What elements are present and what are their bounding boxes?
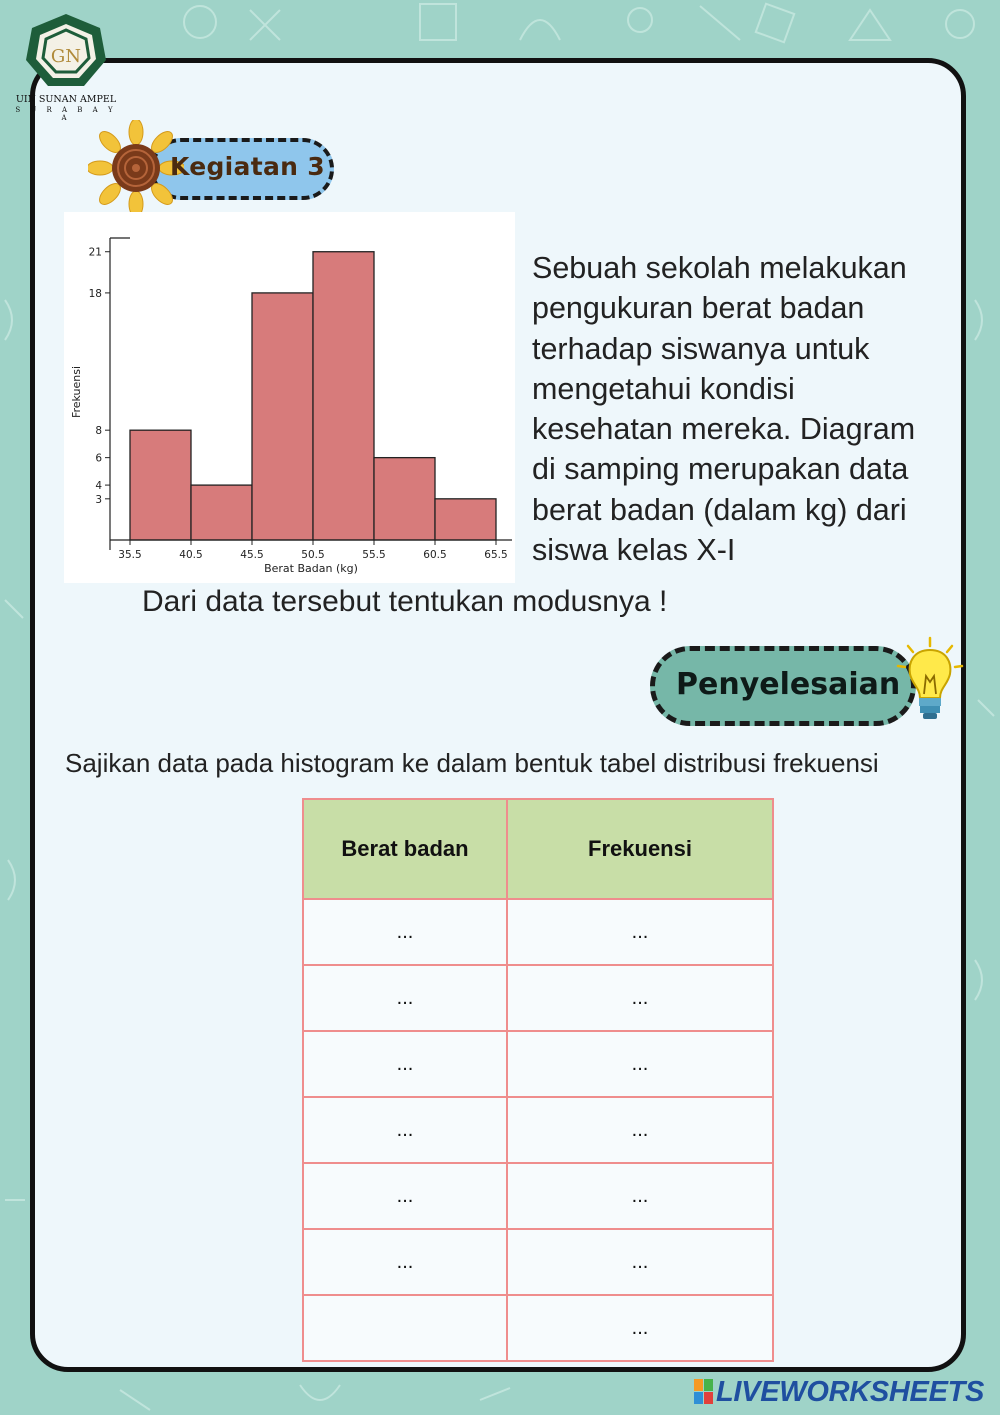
frequency-distribution-table: [302, 798, 774, 1362]
question-text: Dari data tersebut tentukan modusnya !: [142, 585, 668, 618]
y-tick-label: 4: [95, 480, 102, 493]
brand-blocks-icon: [694, 1379, 714, 1405]
activity-title: Kegiatan 3: [170, 152, 325, 181]
header-frequency: Frekuensi: [507, 799, 773, 899]
frequency-cell[interactable]: ...: [507, 1163, 773, 1229]
frequency-cell[interactable]: ...: [507, 899, 773, 965]
weight-cell[interactable]: ...: [303, 1163, 507, 1229]
x-tick-label: 50.5: [301, 549, 325, 561]
university-logo: [14, 10, 118, 122]
weight-cell[interactable]: [303, 1295, 507, 1361]
y-tick-label: 21: [88, 246, 102, 259]
frequency-cell[interactable]: ...: [507, 1097, 773, 1163]
logo-emblem-icon: [14, 10, 118, 94]
x-tick-label: 35.5: [118, 549, 142, 561]
histogram-bar: [130, 430, 191, 540]
histogram-chart: [64, 212, 515, 583]
y-tick-label: 18: [88, 287, 102, 300]
x-tick-label: 65.5: [484, 549, 508, 561]
frequency-cell[interactable]: ...: [507, 965, 773, 1031]
weight-cell[interactable]: ...: [303, 1097, 507, 1163]
weight-cell[interactable]: ...: [303, 965, 507, 1031]
x-axis-label: Berat Badan (kg): [264, 562, 358, 575]
problem-description: [532, 248, 972, 570]
histogram-bar: [252, 293, 313, 540]
y-axis-label: Frekuensi: [70, 365, 83, 419]
header-weight: Berat badan: [303, 799, 507, 899]
description-line: Sebuah sekolah melakukan: [532, 251, 907, 285]
weight-cell[interactable]: ...: [303, 899, 507, 965]
description-line: kesehatan mereka. Diagram: [532, 412, 916, 447]
table-row: [303, 1295, 773, 1361]
y-tick-label: 3: [95, 493, 102, 506]
weight-cell[interactable]: ...: [303, 1031, 507, 1097]
table-row: [303, 899, 773, 965]
table-row: [303, 1229, 773, 1295]
x-tick-label: 60.5: [423, 549, 447, 561]
description-line: berat badan (dalam kg) dari: [532, 492, 907, 527]
histogram-svg: [64, 212, 515, 583]
logo-text-line1: UIN SUNAN AMPEL: [15, 94, 117, 105]
y-tick-label: 8: [95, 425, 102, 438]
histogram-bar: [374, 458, 435, 540]
solution-title: Penyelesaian: [676, 667, 901, 702]
frequency-cell[interactable]: ...: [507, 1295, 773, 1361]
description-line: di samping merupakan data: [532, 452, 909, 487]
x-tick-label: 55.5: [362, 549, 386, 561]
table-row: [303, 1097, 773, 1163]
brand-text: LIVEWORKSHEETS: [716, 1376, 985, 1408]
description-line: pengukuran berat badan: [532, 291, 865, 326]
description-line: mengetahui kondisi: [532, 371, 795, 406]
histogram-bar: [191, 485, 252, 540]
logo-emblem-text: GN: [50, 46, 82, 67]
logo-text-line2: S U R A B A Y A: [15, 106, 117, 122]
instruction-text: Sajikan data pada histogram ke dalam bentuk tabel distribusi frekuensi: [65, 748, 879, 778]
lightbulb-icon: [896, 636, 964, 728]
y-tick-label: 6: [95, 452, 102, 465]
histogram-bar: [313, 252, 374, 540]
description-line: terhadap siswanya untuk: [532, 331, 870, 366]
frequency-cell[interactable]: ...: [507, 1031, 773, 1097]
table-header-row: [303, 799, 773, 899]
table-row: [303, 1031, 773, 1097]
table-row: [303, 965, 773, 1031]
histogram-bar: [435, 499, 496, 540]
x-tick-label: 45.5: [240, 549, 264, 561]
weight-cell[interactable]: ...: [303, 1229, 507, 1295]
frequency-cell[interactable]: ...: [507, 1229, 773, 1295]
x-tick-label: 40.5: [179, 549, 203, 561]
description-line: siswa kelas X-I: [532, 533, 736, 568]
table-row: [303, 1163, 773, 1229]
